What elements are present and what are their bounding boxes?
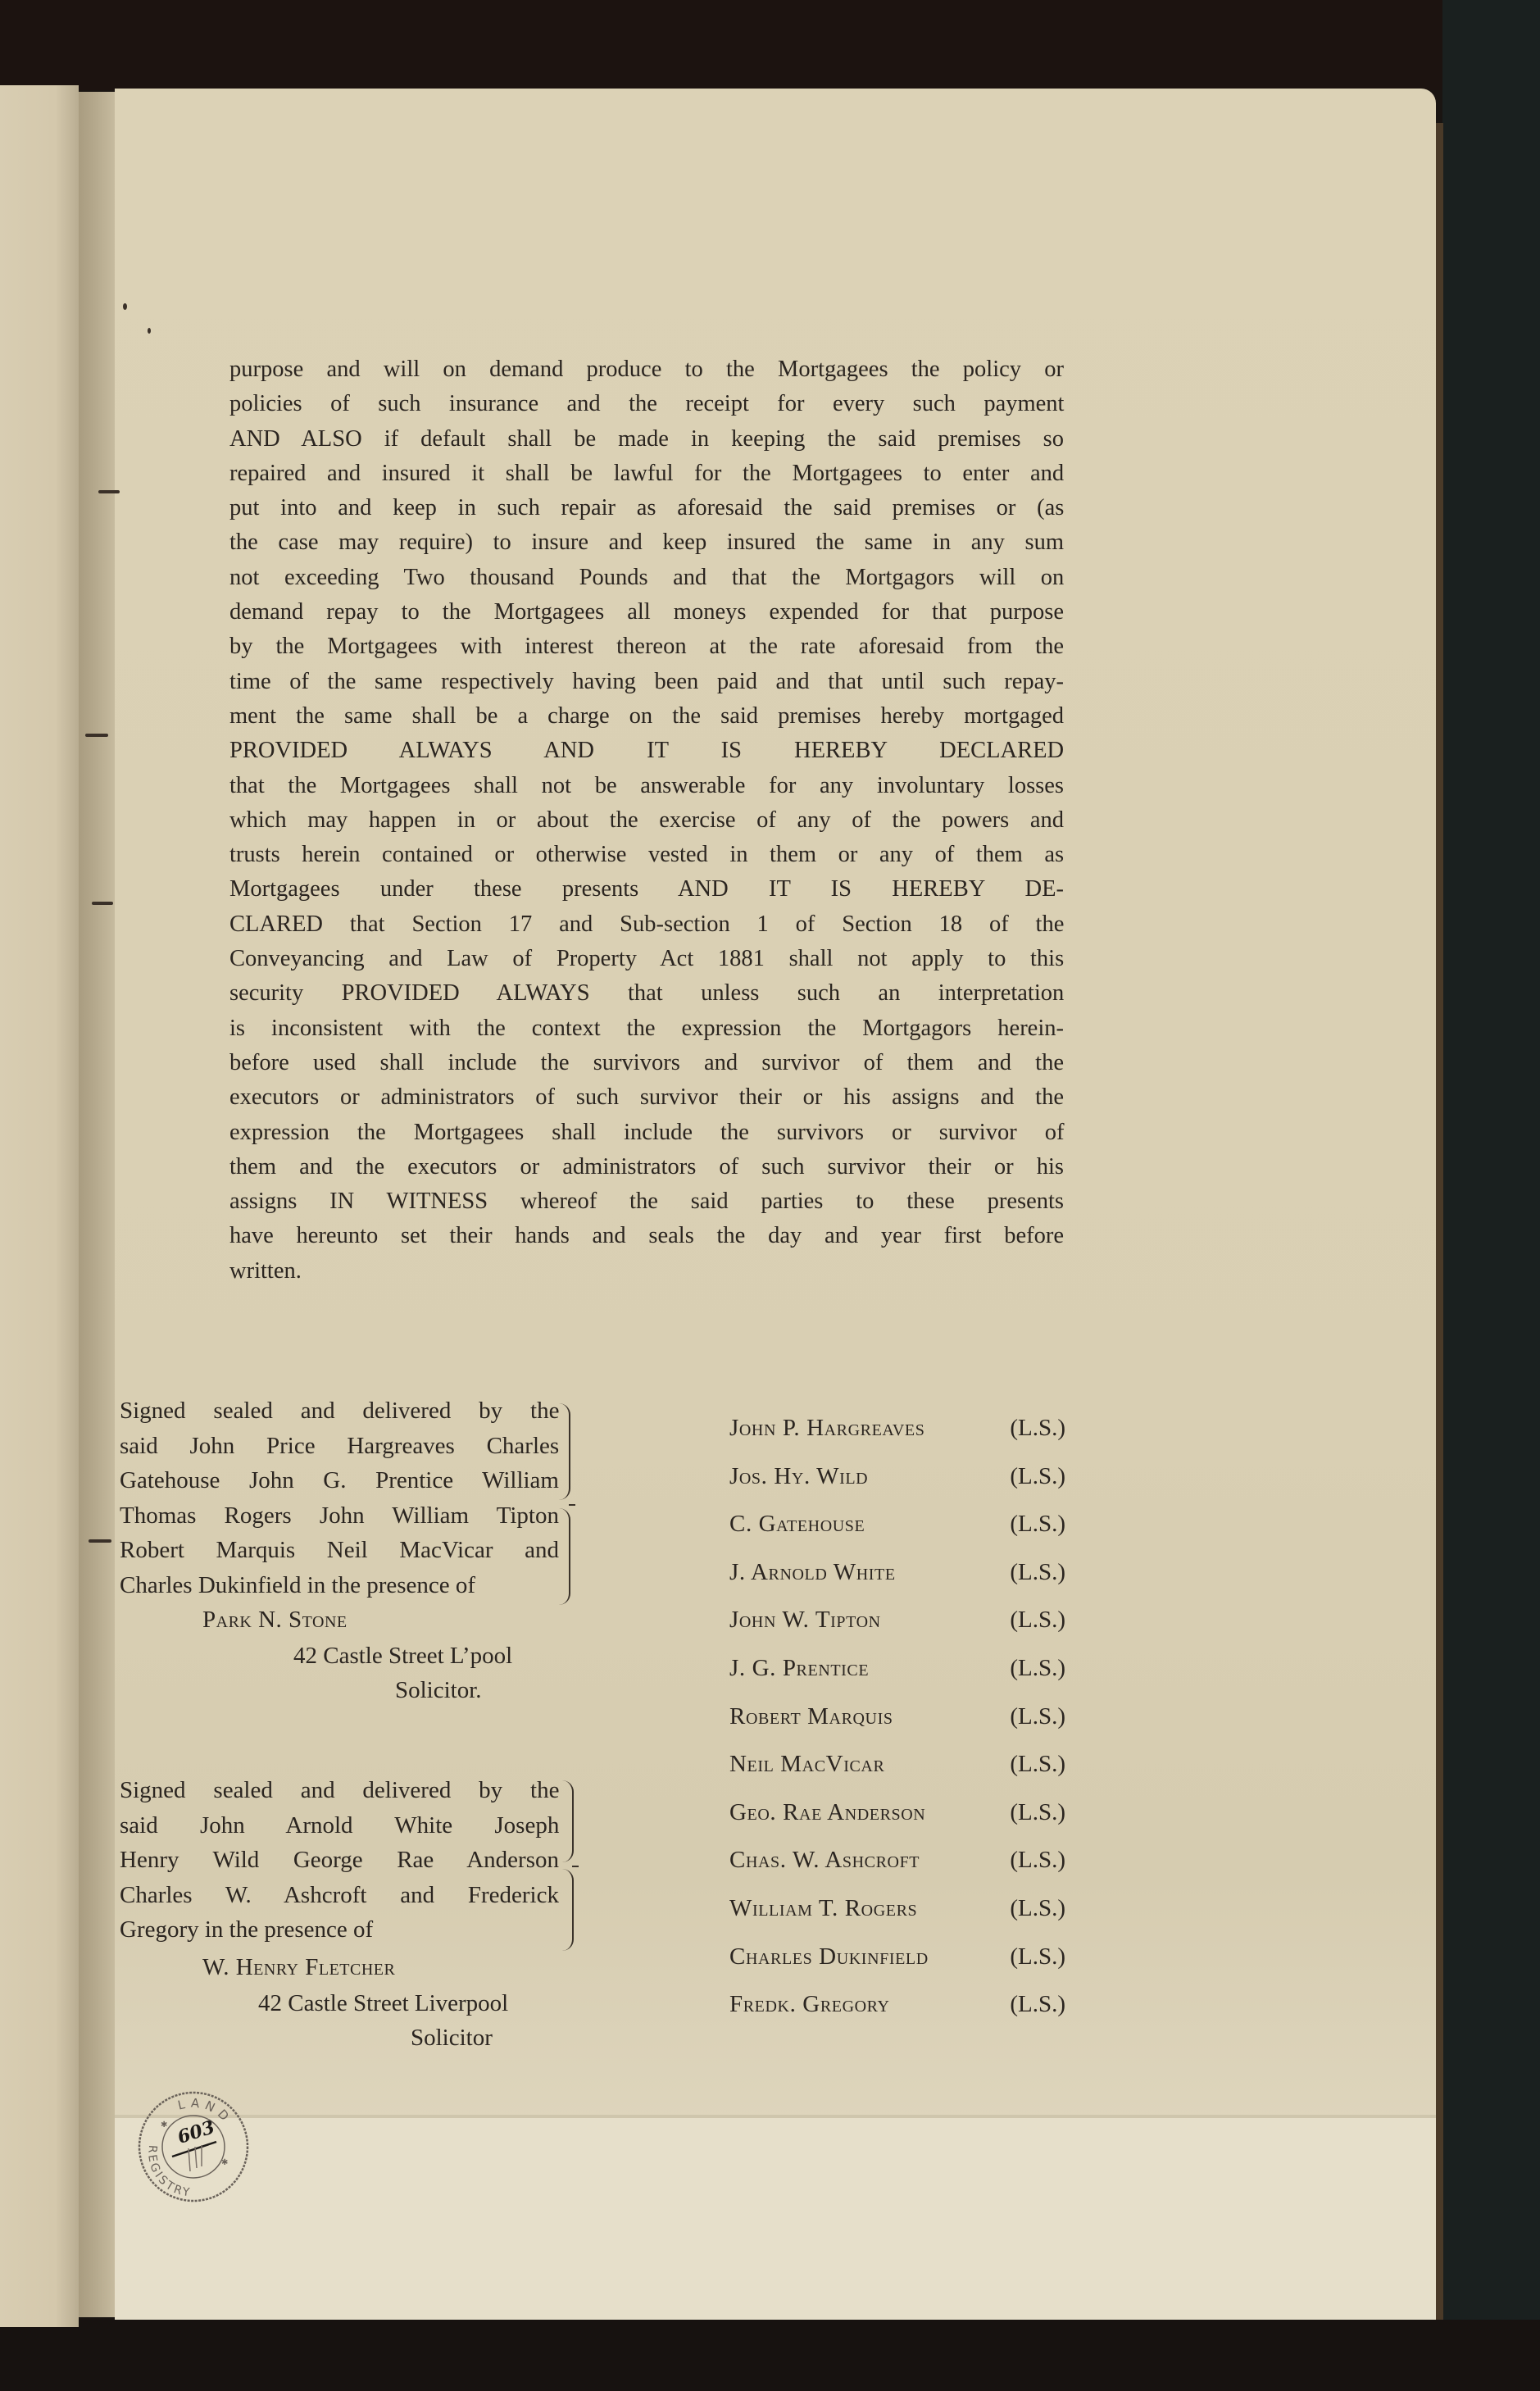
- signatory-name: Charles Dukinfield: [729, 1943, 929, 1970]
- stamp-top-text: LAND: [176, 2095, 236, 2128]
- body-text-line: by the Mortgagees with interest thereon at the rate aforesaid from the: [229, 634, 1064, 660]
- signatory-name: William T. Rogers: [729, 1894, 918, 1921]
- stamp-star-icon: ✱: [221, 2158, 229, 2167]
- body-text-line: Conveyancing and Law of Property Act 1881 shall not apply to this: [229, 946, 1065, 972]
- body-text-line: security PROVIDED ALWAYS that unless such an interpretation: [229, 980, 1065, 1007]
- body-text-line: trusts herein contained or otherwise vested in them or any of them as: [229, 842, 1065, 868]
- seal-mark: (L.S.): [1010, 1558, 1065, 1585]
- signatory-name: C. Gatehouse: [729, 1511, 865, 1538]
- witness-name: Park N. Stone: [202, 1607, 348, 1633]
- brace-lower: [557, 1869, 574, 1951]
- body-text-line: Mortgagees under these presents AND IT IS HEREBY DE-: [229, 876, 1064, 902]
- seal-mark: (L.S.): [1010, 1462, 1065, 1489]
- body-text-line: is inconsistent with the context the expression the Mortgagors herein-: [229, 1015, 1064, 1041]
- brace-point: [572, 1866, 579, 1867]
- body-text-line: CLARED that Section 17 and Sub-section 1 of Section 18 of the: [229, 911, 1065, 937]
- body-text-line: them and the executors or administrators of such survivor their or his: [229, 1153, 1064, 1180]
- witness-role: Solicitor.: [395, 1677, 482, 1703]
- stamp-initials: [189, 2145, 202, 2171]
- signatory-name: Jos. Hy. Wild: [729, 1462, 869, 1489]
- seal-mark: (L.S.): [1010, 1847, 1065, 1874]
- seal-mark: (L.S.): [1010, 1751, 1065, 1778]
- binding-thread: [98, 490, 120, 493]
- witness-address: 42 Castle Street Liverpool: [258, 1990, 509, 2016]
- witness-clause-line: Henry Wild George Rae Anderson: [120, 1847, 559, 1873]
- body-text-line: PROVIDED ALWAYS AND IT IS HEREBY DECLARED: [229, 738, 1065, 764]
- seal-mark: (L.S.): [1010, 1991, 1065, 2018]
- seal-mark: (L.S.): [1010, 1798, 1065, 1825]
- seal-mark: (L.S.): [1010, 1702, 1065, 1730]
- signatory-name: J. G. Prentice: [729, 1654, 870, 1681]
- body-text-line: before used shall include the survivors and survivor of them and the: [229, 1049, 1064, 1075]
- signatory-row: [729, 1415, 1065, 1463]
- binding-gutter: [79, 92, 118, 2317]
- book-cover-bottom: [0, 2320, 1540, 2391]
- body-text-line: the case may require) to insure and keep insured the same in any sum: [229, 530, 1064, 556]
- witness-clause-line: Signed sealed and delivered by the: [120, 1777, 560, 1803]
- signatory-row: [729, 1655, 1065, 1703]
- body-text-line: purpose and will on demand produce to the Mortgagees the policy or: [229, 357, 1064, 382]
- signatory-name: Chas. W. Ashcroft: [729, 1847, 920, 1874]
- seal-mark: (L.S.): [1010, 1943, 1065, 1970]
- witness-clause-line: Gatehouse John G. Prentice William: [120, 1467, 559, 1493]
- body-text-line: repaired and insured it shall be lawful for the Mortgagees to enter and: [229, 460, 1065, 486]
- signatory-name: Geo. Rae Anderson: [729, 1798, 926, 1825]
- seal-mark: (L.S.): [1010, 1894, 1065, 1921]
- brace-upper: [554, 1403, 570, 1500]
- body-text-line: time of the same respectively having been paid and that until such repay-: [229, 668, 1064, 694]
- body-text-line: demand repay to the Mortgagees all moneys expended for that purpose: [229, 599, 1064, 625]
- witness-clause-2: [120, 1773, 559, 1948]
- signatory-name: John P. Hargreaves: [729, 1415, 925, 1441]
- seal-mark: (L.S.): [1010, 1607, 1065, 1634]
- signatory-row: [729, 1799, 1065, 1848]
- witness-clause-line: Charles W. Ashcroft and Frederick: [120, 1881, 559, 1908]
- stamp-bottom-text: REGISTRY: [145, 2144, 193, 2200]
- witness-clause-line: Charles Dukinfield in the presence of: [120, 1571, 476, 1598]
- witness-role: Solicitor: [411, 2025, 493, 2051]
- body-text-line: assigns IN WITNESS whereof the said parties to these presents: [229, 1189, 1064, 1215]
- signatory-name: Neil MacVicar: [729, 1751, 885, 1778]
- body-text-line: that the Mortgagees shall not be answerable for any involuntary losses: [229, 772, 1064, 798]
- stamp-handwritten-number: 603: [175, 2116, 218, 2148]
- seal-mark: (L.S.): [1010, 1511, 1065, 1538]
- signatory-row: [729, 1703, 1065, 1752]
- witness-name: W. Henry Fletcher: [202, 1954, 396, 1980]
- signatory-list: [729, 1415, 1065, 2039]
- binding-hole: [148, 328, 151, 334]
- signatory-row: [729, 1607, 1065, 1655]
- signatory-name: Robert Marquis: [729, 1702, 893, 1730]
- signatory-row: [729, 1847, 1065, 1895]
- signatory-row: [729, 1895, 1065, 1943]
- deed-body-text: [229, 352, 1064, 1289]
- signatory-row: [729, 1511, 1065, 1559]
- signatory-row: [729, 1463, 1065, 1511]
- witness-clause-line: Robert Marquis Neil MacVicar and: [120, 1537, 559, 1563]
- binding-thread: [89, 1539, 111, 1543]
- signatory-row: [729, 1991, 1065, 2039]
- signatory-name: J. Arnold White: [729, 1558, 896, 1585]
- binding-hole: [123, 303, 127, 310]
- witness-clause-line: said John Price Hargreaves Charles: [120, 1432, 560, 1459]
- body-text-line: executors or administrators of such survivor their or his assigns and the: [229, 1084, 1064, 1111]
- body-text-line: which may happen in or about the exercise of any of the powers and: [229, 807, 1064, 833]
- signatory-name: Fredk. Gregory: [729, 1991, 890, 2018]
- body-text-line: have hereunto set their hands and seals the day and year first before: [229, 1223, 1064, 1249]
- seal-mark: (L.S.): [1010, 1415, 1065, 1441]
- signatory-name: John W. Tipton: [729, 1607, 881, 1634]
- witness-clause-line: Gregory in the presence of: [120, 1916, 374, 1943]
- seal-mark: (L.S.): [1010, 1654, 1065, 1681]
- brace-point: [569, 1504, 575, 1506]
- body-text-line: policies of such insurance and the receipt for every such payment: [229, 391, 1065, 417]
- witness-address: 42 Castle Street L’pool: [293, 1643, 513, 1669]
- body-text-line: ment the same shall be a charge on the said premises hereby mortgaged: [229, 702, 1064, 729]
- land-registry-stamp: [136, 2089, 251, 2204]
- body-text-line: AND ALSO if default shall be made in keeping the said premises so: [229, 425, 1064, 452]
- witness-clause-line: Thomas Rogers John William Tipton: [120, 1502, 559, 1529]
- book-cover-right: [1442, 0, 1540, 2391]
- witness-clause-1: [120, 1393, 559, 1602]
- witness-clause-line: Signed sealed and delivered by the: [120, 1398, 560, 1424]
- signatory-row: [729, 1751, 1065, 1799]
- body-text-line: expression the Mortgagees shall include the survivors or survivor of: [229, 1119, 1065, 1145]
- binding-thread: [85, 734, 108, 737]
- signatory-row: [729, 1559, 1065, 1607]
- fold-crease: [115, 2115, 1436, 2118]
- body-text-line: put into and keep in such repair as aforesaid the said premises or (as: [229, 495, 1065, 521]
- facing-page-edge: [0, 85, 79, 2327]
- folded-page-bottom: [115, 2117, 1436, 2320]
- witness-clause-line: said John Arnold White Joseph: [120, 1811, 560, 1839]
- body-text-line: written.: [229, 1257, 302, 1284]
- book-cover-top: [0, 0, 1540, 90]
- brace-upper: [557, 1780, 574, 1862]
- binding-thread: [92, 902, 113, 905]
- body-text-line: not exceeding Two thousand Pounds and that the Mortgagors will on: [229, 564, 1065, 590]
- stamp-star-icon: ✱: [161, 2121, 168, 2130]
- signatory-row: [729, 1943, 1065, 1992]
- brace-lower: [554, 1508, 570, 1605]
